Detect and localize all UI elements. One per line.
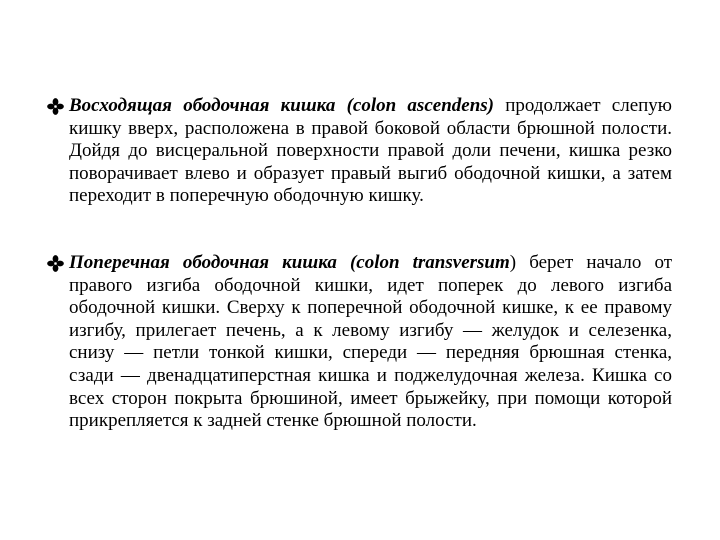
bullet-paragraph-colon-ascendens bbox=[47, 95, 672, 208]
term-heading: Восходящая ободочная кишка (colon ascendens) bbox=[69, 95, 494, 116]
four-petal-diamond-icon bbox=[47, 255, 64, 272]
four-petal-diamond-icon bbox=[47, 98, 64, 115]
term-heading: Поперечная ободочная кишка (colon transversum bbox=[69, 252, 510, 273]
paragraph-body: ) берет начало от правого изгиба ободочной кишки, идет поперек до левого изгиба ободочной кишки. Сверху к поперечной ободочной кишке, к ее правому изгибу, прилегает печень, а к левому изгибу — желудок и селезенка, снизу — петли тонкой кишки, спереди — передняя брюшная стенка, сзади — двенадцатиперстная кишка и поджелудочная железа. Кишка со всех сторон покрыта брюшиной, имеет брыжейку, при помощи которой прикрепляется к задней стенке брюшной полости. bbox=[69, 252, 672, 432]
paragraph-text bbox=[69, 252, 672, 433]
paragraph-text bbox=[69, 95, 672, 208]
bullet-paragraph-colon-transversum bbox=[47, 252, 672, 433]
paragraph-body: продолжает слепую кишку вверх, расположена в правой боковой области брюшной полости. Дойдя до висцеральной поверхности правой доли печени, кишка резко поворачивает влево и образует правый выгиб ободочной кишки, а затем переходит в поперечную ободочную кишку. bbox=[69, 95, 672, 207]
